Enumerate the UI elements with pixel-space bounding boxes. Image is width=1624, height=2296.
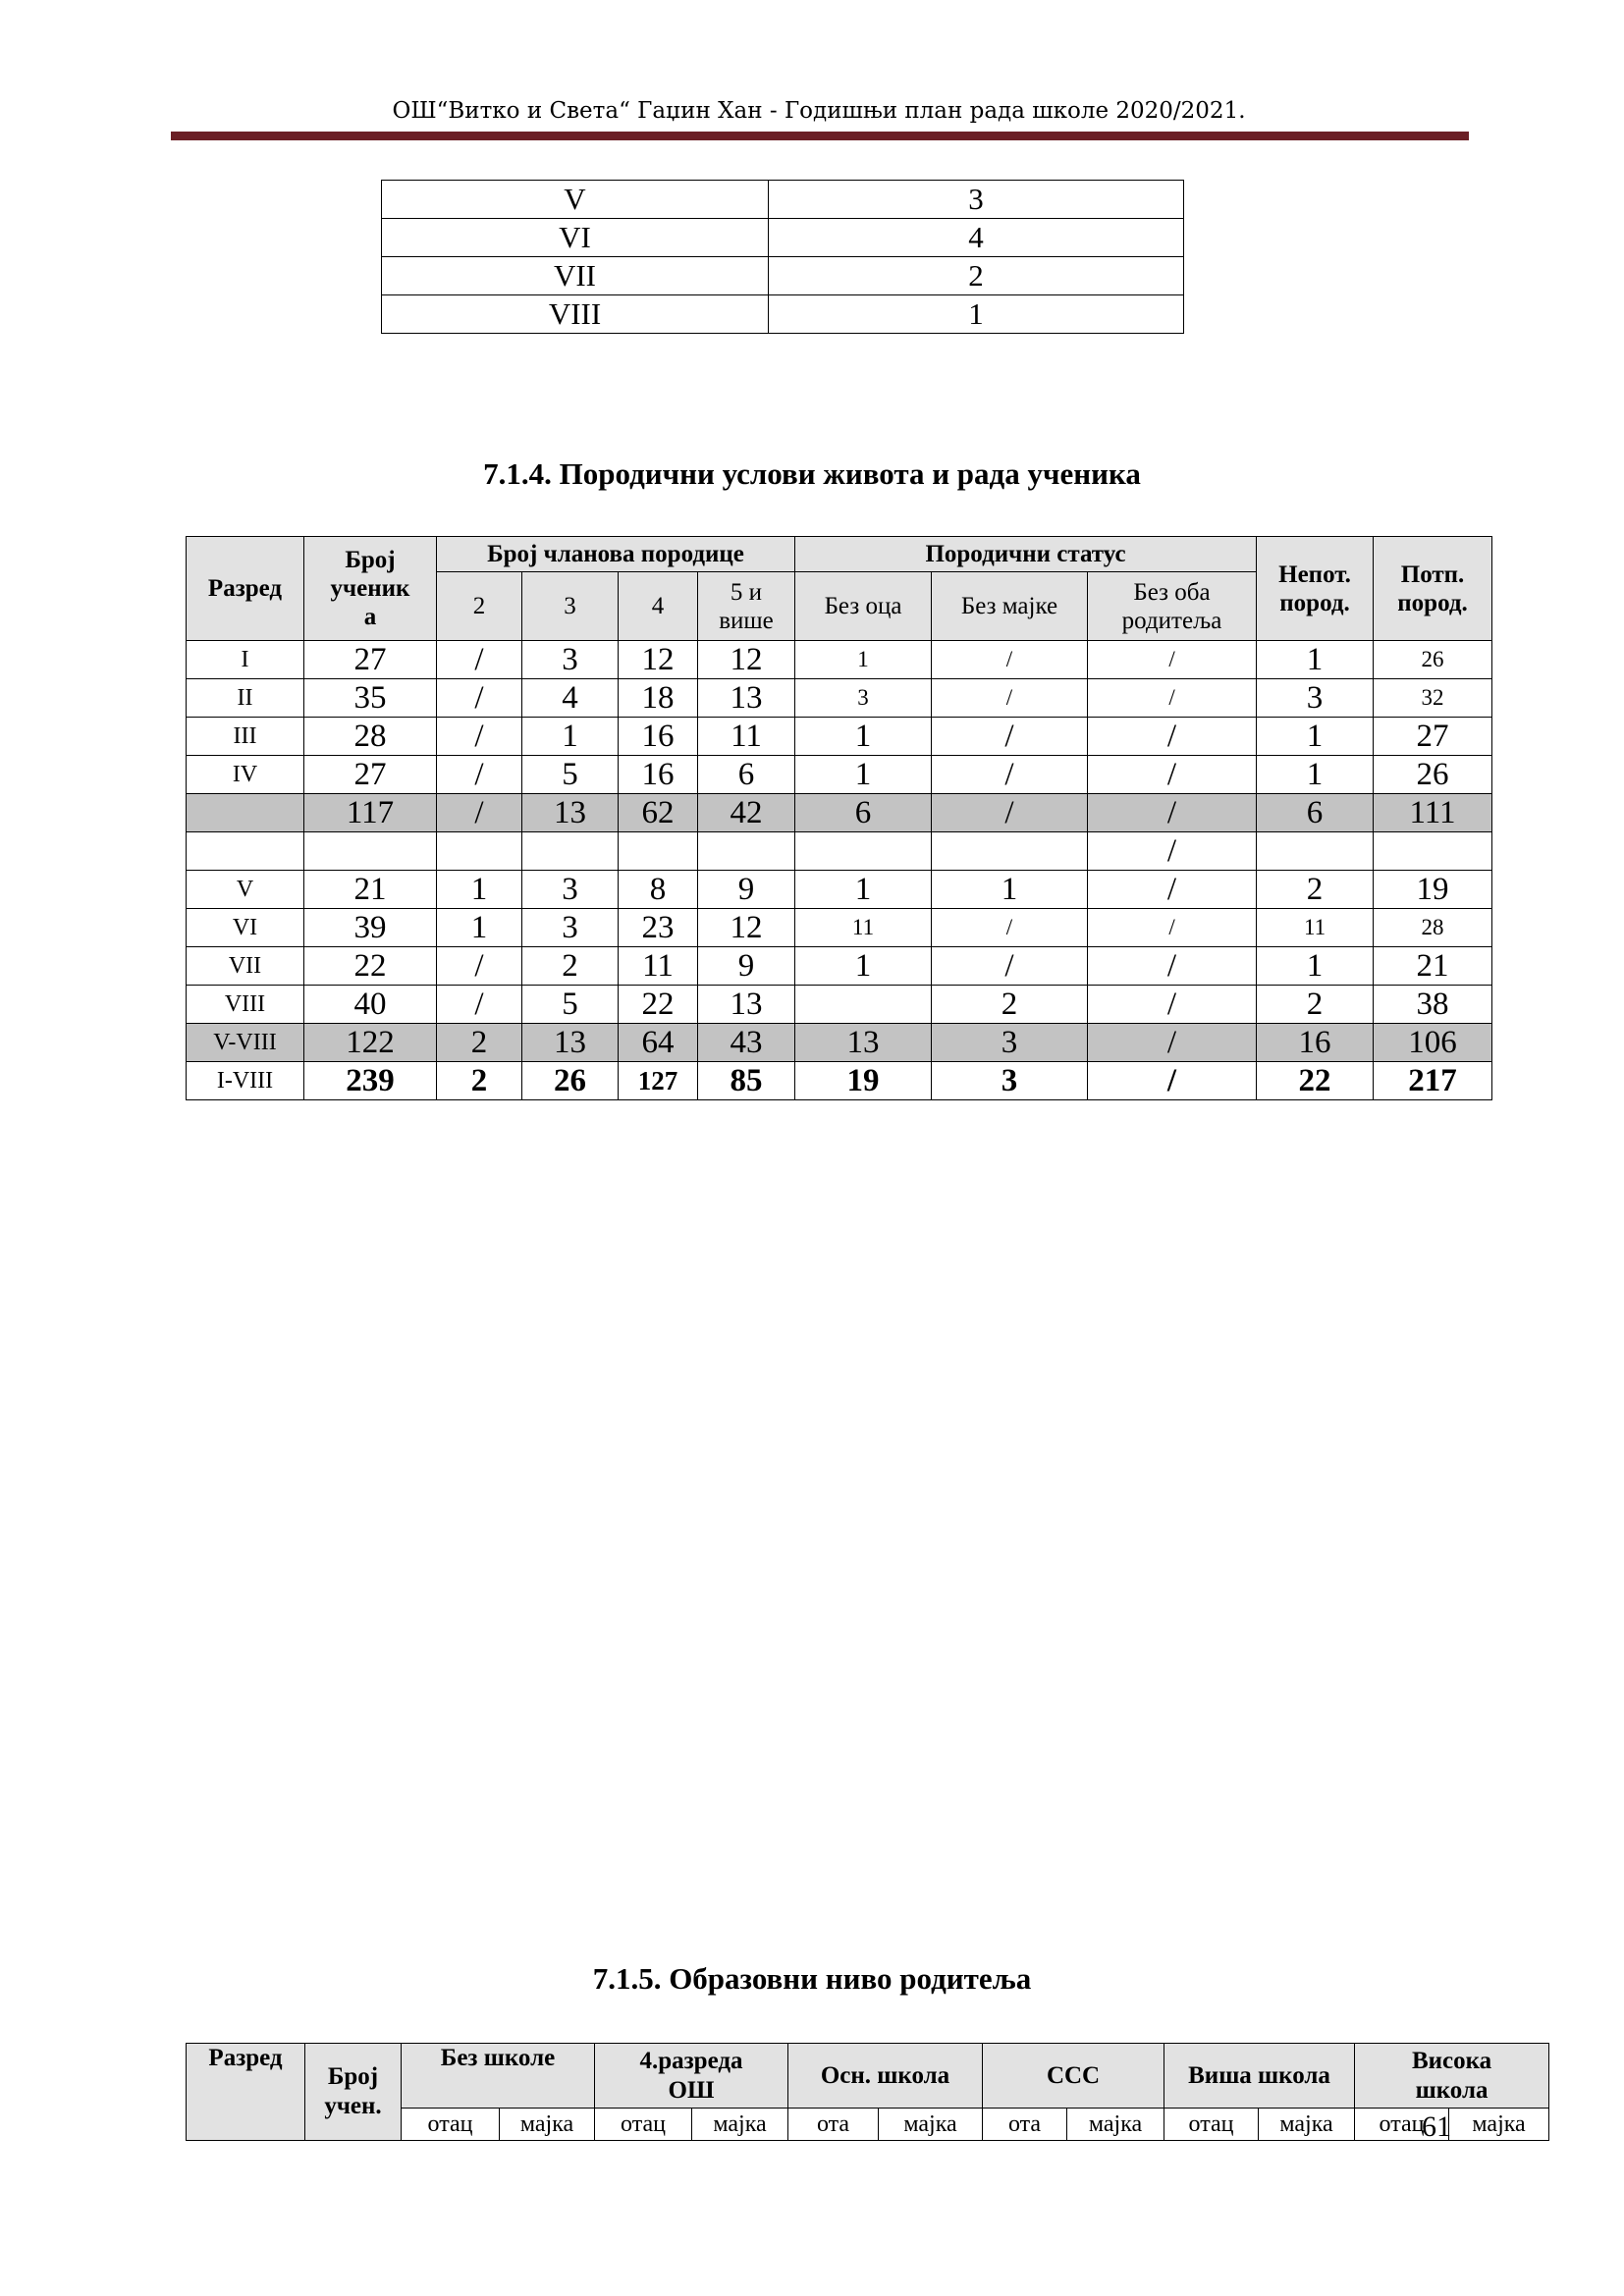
family-cell-razred: V-VIII	[187, 1024, 304, 1062]
family-cell-bez-oca	[795, 832, 932, 871]
family-cell-bez-oca: 1	[795, 641, 932, 679]
family-cell-bez-oba: /	[1088, 986, 1257, 1024]
edu-header-razred: Разред	[187, 2044, 305, 2141]
family-cell-m2: /	[437, 947, 522, 986]
family-conditions-table	[186, 536, 1492, 1100]
family-cell-broj: 27	[304, 641, 437, 679]
edu-subheader-cell: отац	[1355, 2109, 1449, 2141]
family-row	[187, 947, 1492, 986]
family-cell-razred: V	[187, 871, 304, 909]
family-cell-bez-oca: 6	[795, 794, 932, 832]
family-cell-bez-oca: 1	[795, 718, 932, 756]
family-cell-m2: /	[437, 679, 522, 718]
family-cell-bez-majke: 3	[932, 1062, 1088, 1100]
family-cell-broj: 117	[304, 794, 437, 832]
family-row	[187, 679, 1492, 718]
header-m3: 3	[522, 572, 619, 641]
family-cell-razred	[187, 794, 304, 832]
family-cell-m5: 13	[698, 679, 795, 718]
classes-cell-grade: VII	[382, 257, 769, 295]
classes-row	[382, 295, 1184, 334]
edu-subheader-cell: мајка	[1067, 2109, 1164, 2141]
family-cell-bez-oba: /	[1088, 641, 1257, 679]
family-cell-bez-oba: /	[1088, 871, 1257, 909]
family-cell-bez-majke: 2	[932, 986, 1088, 1024]
family-cell-m4: 22	[619, 986, 698, 1024]
family-cell-potp: 38	[1374, 986, 1492, 1024]
family-cell-potp: 28	[1374, 909, 1492, 947]
header-bez-majke: Без мајке	[932, 572, 1088, 641]
section-title-education: 7.1.5. Образовни ниво родитеља	[592, 1961, 1032, 1996]
family-cell-bez-majke: /	[932, 794, 1088, 832]
family-cell-razred: VI	[187, 909, 304, 947]
family-cell-nepot: 2	[1257, 871, 1374, 909]
family-cell-potp: 19	[1374, 871, 1492, 909]
classes-row	[382, 219, 1184, 257]
family-cell-m4: 18	[619, 679, 698, 718]
family-cell-potp: 26	[1374, 641, 1492, 679]
family-cell-bez-oba: /	[1088, 909, 1257, 947]
header-m4: 4	[619, 572, 698, 641]
family-cell-m2: 2	[437, 1024, 522, 1062]
family-cell-broj: 122	[304, 1024, 437, 1062]
family-cell-m5: 42	[698, 794, 795, 832]
family-cell-bez-oca: 11	[795, 909, 932, 947]
family-cell-m4: 23	[619, 909, 698, 947]
family-cell-razred: I-VIII	[187, 1062, 304, 1100]
family-cell-broj: 22	[304, 947, 437, 986]
family-cell-bez-oba: /	[1088, 756, 1257, 794]
family-cell-m5	[698, 832, 795, 871]
family-cell-bez-oca: 1	[795, 947, 932, 986]
header-broj-ucenika: Број ученик а	[304, 537, 437, 641]
classes-cell-grade: V	[382, 181, 769, 219]
family-row	[187, 641, 1492, 679]
family-cell-potp: 111	[1374, 794, 1492, 832]
classes-row	[382, 181, 1184, 219]
family-cell-m3: 13	[522, 1024, 619, 1062]
family-cell-m4: 62	[619, 794, 698, 832]
family-cell-m5: 12	[698, 909, 795, 947]
family-cell-bez-oba: /	[1088, 1062, 1257, 1100]
family-cell-bez-majke: /	[932, 909, 1088, 947]
family-cell-nepot: 2	[1257, 986, 1374, 1024]
family-cell-nepot: 1	[1257, 756, 1374, 794]
family-row	[187, 909, 1492, 947]
family-cell-razred: II	[187, 679, 304, 718]
edu-subheader-cell: ота	[983, 2109, 1067, 2141]
edu-header-bez-skole: Без школе	[402, 2044, 595, 2109]
family-cell-m3: 3	[522, 641, 619, 679]
family-cell-bez-majke: /	[932, 947, 1088, 986]
classes-table	[381, 180, 1184, 334]
edu-header-visa-skola: Виша школа	[1164, 2044, 1355, 2109]
family-cell-broj: 40	[304, 986, 437, 1024]
family-cell-m4: 127	[619, 1062, 698, 1100]
family-cell-m2: /	[437, 718, 522, 756]
edu-header-cetiri-razreda: 4.разреда ОШ	[595, 2044, 788, 2109]
edu-header-visoka-skola: Висока школа	[1355, 2044, 1549, 2109]
family-cell-m4: 16	[619, 718, 698, 756]
family-cell-m2: /	[437, 756, 522, 794]
family-cell-m5: 43	[698, 1024, 795, 1062]
family-cell-bez-majke: 1	[932, 871, 1088, 909]
family-cell-broj: 239	[304, 1062, 437, 1100]
family-row	[187, 832, 1492, 871]
header-m2: 2	[437, 572, 522, 641]
edu-subheader-cell: отац	[1164, 2109, 1259, 2141]
family-cell-m3: 3	[522, 909, 619, 947]
family-cell-m2: /	[437, 794, 522, 832]
family-cell-m3: 13	[522, 794, 619, 832]
edu-subheader-cell: мајка	[879, 2109, 983, 2141]
family-cell-razred: IV	[187, 756, 304, 794]
family-cell-m5: 11	[698, 718, 795, 756]
edu-subheader-cell: мајка	[1449, 2109, 1549, 2141]
classes-cell-value: 4	[769, 219, 1184, 257]
family-cell-potp: 27	[1374, 718, 1492, 756]
header-members-group: Број чланова породице	[437, 537, 795, 572]
family-cell-razred: III	[187, 718, 304, 756]
classes-cell-value: 1	[769, 295, 1184, 334]
family-cell-m5: 9	[698, 871, 795, 909]
edu-subheader-cell: мајка	[500, 2109, 595, 2141]
header-bez-oca: Без оца	[795, 572, 932, 641]
header-razred: Разред	[187, 537, 304, 641]
family-cell-potp: 217	[1374, 1062, 1492, 1100]
family-cell-razred: VII	[187, 947, 304, 986]
family-cell-m5: 12	[698, 641, 795, 679]
classes-row	[382, 257, 1184, 295]
family-cell-m2: 1	[437, 909, 522, 947]
header-m5: 5 и више	[698, 572, 795, 641]
header-bez-oba: Без оба родитеља	[1088, 572, 1257, 641]
family-cell-bez-majke: /	[932, 756, 1088, 794]
family-row	[187, 871, 1492, 909]
edu-subheader-cell: мајка	[1259, 2109, 1355, 2141]
family-cell-potp: 26	[1374, 756, 1492, 794]
family-cell-m3: 26	[522, 1062, 619, 1100]
family-cell-bez-oba: /	[1088, 947, 1257, 986]
family-cell-bez-oca: 13	[795, 1024, 932, 1062]
family-cell-m3: 4	[522, 679, 619, 718]
family-cell-m3: 5	[522, 986, 619, 1024]
family-cell-m4: 11	[619, 947, 698, 986]
family-cell-potp	[1374, 832, 1492, 871]
family-cell-m4: 16	[619, 756, 698, 794]
family-cell-m5: 6	[698, 756, 795, 794]
family-cell-bez-majke: /	[932, 679, 1088, 718]
family-cell-m2: /	[437, 986, 522, 1024]
family-row	[187, 1062, 1492, 1100]
family-cell-broj: 39	[304, 909, 437, 947]
classes-cell-value: 2	[769, 257, 1184, 295]
edu-subheader-cell: ота	[788, 2109, 879, 2141]
family-cell-broj: 35	[304, 679, 437, 718]
edu-header-broj: Број учен.	[305, 2044, 402, 2141]
edu-subheader-cell: мајка	[692, 2109, 788, 2141]
family-cell-broj	[304, 832, 437, 871]
section-title-family: 7.1.4. Породични услови живота и рада ученика	[483, 456, 1141, 491]
family-cell-broj: 27	[304, 756, 437, 794]
family-cell-m3: 1	[522, 718, 619, 756]
family-cell-broj: 28	[304, 718, 437, 756]
family-cell-nepot: 3	[1257, 679, 1374, 718]
family-cell-bez-oba: /	[1088, 718, 1257, 756]
family-cell-nepot: 22	[1257, 1062, 1374, 1100]
family-row	[187, 794, 1492, 832]
family-cell-bez-majke	[932, 832, 1088, 871]
family-cell-m2: 2	[437, 1062, 522, 1100]
family-cell-potp: 32	[1374, 679, 1492, 718]
header-rule	[171, 132, 1469, 140]
family-cell-bez-oca: 1	[795, 871, 932, 909]
family-row	[187, 1024, 1492, 1062]
family-cell-nepot: 1	[1257, 718, 1374, 756]
page-header: ОШ“Витко и Света“ Гаџин Хан - Годишњи план рада школе 2020/2021.	[392, 98, 1246, 124]
header-potp: Потп. пород.	[1374, 537, 1492, 641]
family-cell-broj: 21	[304, 871, 437, 909]
family-row	[187, 986, 1492, 1024]
family-cell-m4: 8	[619, 871, 698, 909]
family-cell-m4: 64	[619, 1024, 698, 1062]
parents-education-table	[186, 2043, 1549, 2141]
edu-subheader-cell: отац	[402, 2109, 500, 2141]
family-cell-m5: 9	[698, 947, 795, 986]
family-cell-m2: /	[437, 641, 522, 679]
family-cell-m2	[437, 832, 522, 871]
family-cell-m5: 13	[698, 986, 795, 1024]
family-cell-m3	[522, 832, 619, 871]
classes-cell-value: 3	[769, 181, 1184, 219]
family-cell-m5: 85	[698, 1062, 795, 1100]
family-cell-bez-oba: /	[1088, 832, 1257, 871]
family-cell-m3: 3	[522, 871, 619, 909]
family-cell-razred	[187, 832, 304, 871]
page-number: 61	[1422, 2110, 1451, 2143]
family-cell-nepot: 1	[1257, 641, 1374, 679]
family-cell-potp: 21	[1374, 947, 1492, 986]
family-cell-bez-majke: 3	[932, 1024, 1088, 1062]
family-cell-bez-oba: /	[1088, 794, 1257, 832]
edu-header-sss: ССС	[983, 2044, 1164, 2109]
family-cell-nepot: 6	[1257, 794, 1374, 832]
family-cell-nepot: 1	[1257, 947, 1374, 986]
family-cell-razred: I	[187, 641, 304, 679]
family-cell-m3: 5	[522, 756, 619, 794]
edu-header-osn-skola: Осн. школа	[788, 2044, 983, 2109]
classes-cell-grade: VI	[382, 219, 769, 257]
header-status-group: Породични статус	[795, 537, 1257, 572]
family-cell-bez-oca: 1	[795, 756, 932, 794]
family-cell-m3: 2	[522, 947, 619, 986]
family-cell-nepot	[1257, 832, 1374, 871]
family-cell-bez-oba: /	[1088, 1024, 1257, 1062]
family-cell-bez-oca: 19	[795, 1062, 932, 1100]
family-cell-bez-oca	[795, 986, 932, 1024]
edu-subheader-cell: отац	[595, 2109, 692, 2141]
family-cell-m2: 1	[437, 871, 522, 909]
family-cell-bez-oca: 3	[795, 679, 932, 718]
family-cell-m4: 12	[619, 641, 698, 679]
header-nepot: Непот. пород.	[1257, 537, 1374, 641]
family-cell-m4	[619, 832, 698, 871]
family-row	[187, 718, 1492, 756]
family-cell-bez-majke: /	[932, 641, 1088, 679]
family-row	[187, 756, 1492, 794]
family-cell-bez-majke: /	[932, 718, 1088, 756]
family-cell-bez-oba: /	[1088, 679, 1257, 718]
family-cell-nepot: 11	[1257, 909, 1374, 947]
family-cell-nepot: 16	[1257, 1024, 1374, 1062]
family-cell-potp: 106	[1374, 1024, 1492, 1062]
family-cell-razred: VIII	[187, 986, 304, 1024]
classes-cell-grade: VIII	[382, 295, 769, 334]
